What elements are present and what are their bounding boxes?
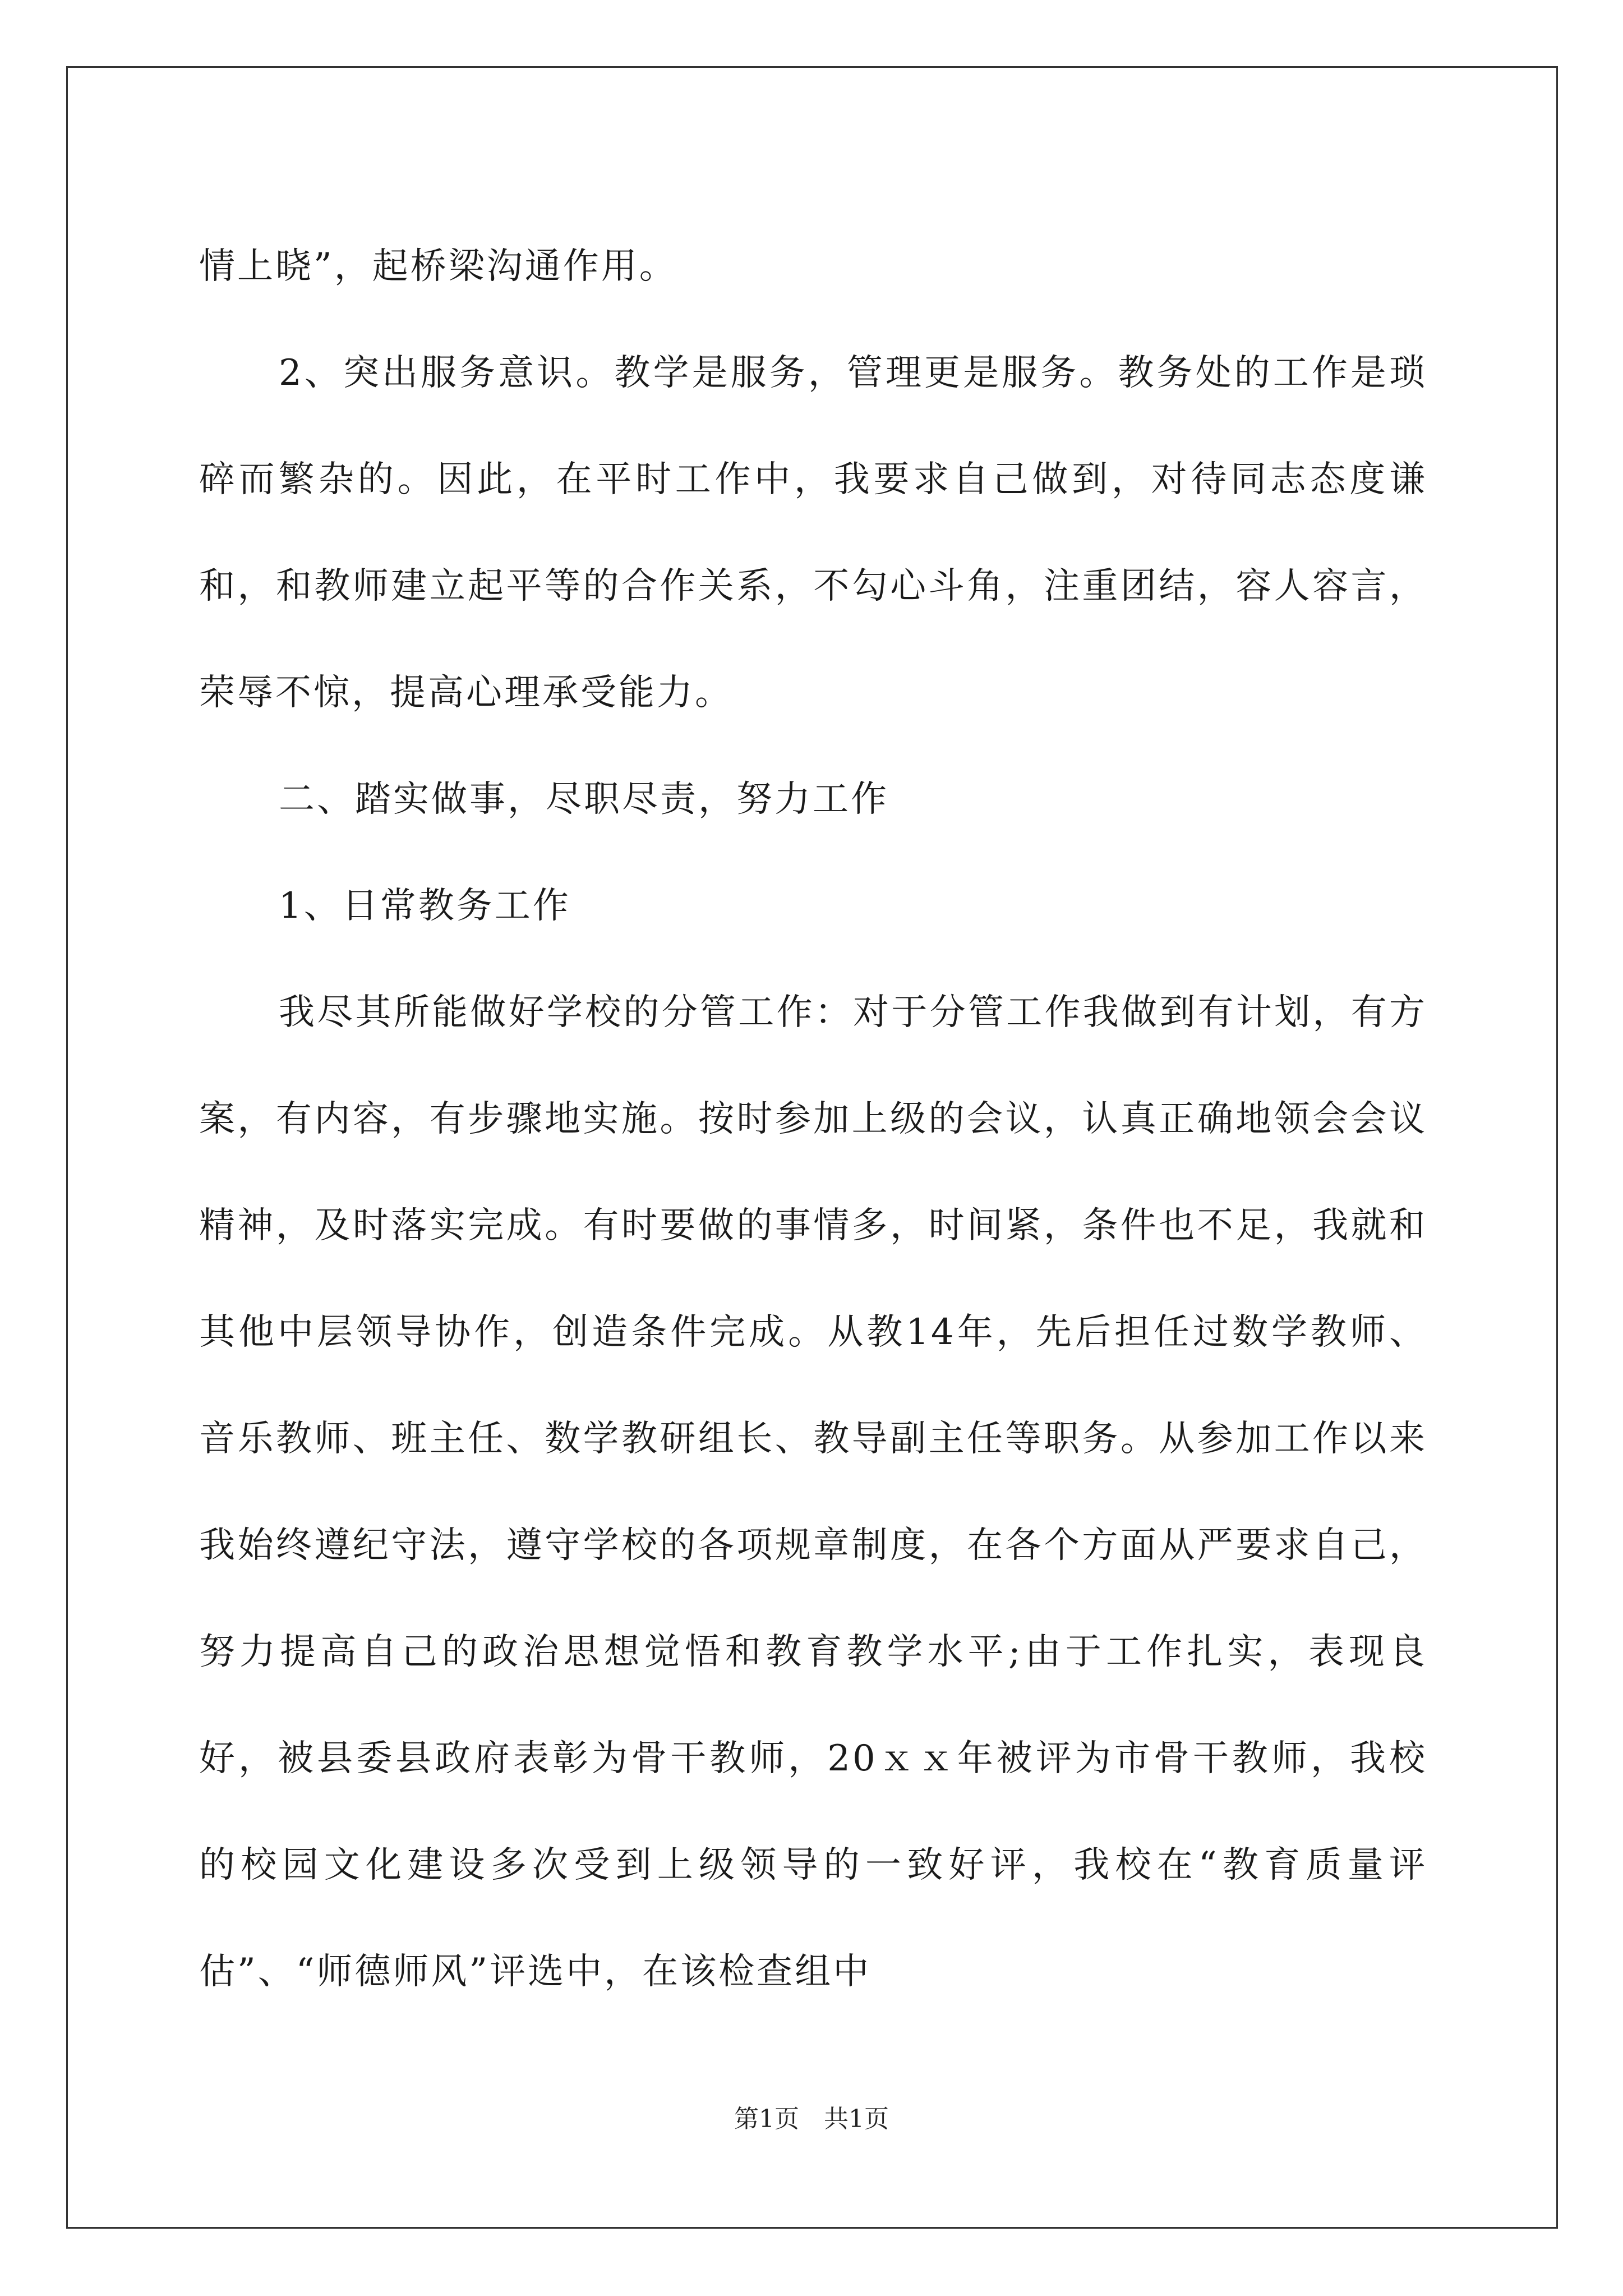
document-body: [199, 213, 1427, 2025]
subsection-heading-daily-work: 1、日常教务工作: [279, 885, 571, 927]
paragraph-continuation: 情上晓”，起桥梁沟通作用。: [199, 246, 677, 287]
section-heading-work: 二、踏实做事，尽职尽责，努力工作: [279, 779, 889, 820]
page-footer: 第1页 共1页: [734, 2105, 889, 2133]
paragraph-daily-work: 我尽其所能做好学校的分管工作：对于分管工作我做到有计划，有方案，有内容，有步骤地实施。按时参加上级的会议，认真正确地领会会议精神，及时落实完成。有时要做的事情多，时间紧，条件也不足，我就和其他中层领导协作，创造条件完成。从教14年，先后担任过数学教师、音乐教师、班主任、数学教研组长、教导副主任等职务。从参加工作以来我始终遵纪守法，遵守学校的各项规章制度，在各个方面从严要求自己，努力提高自己的政治思想觉悟和教育教学水平;由于工作扎实，表现良好，被县委县政府表彰为骨干教师，20ｘｘ年被评为市骨干教师，我校的校园文化建设多次受到上级领导的一致好评，我校在“教育质量评估”、“师德师风”评选中，在该检查组中: [199, 992, 1427, 1993]
paragraph-service-awareness: 2、突出服务意识。教学是服务，管理更是服务。教务处的工作是琐碎而繁杂的。因此，在平时工作中，我要求自己做到，对待同志态度谦和，和教师建立起平等的合作关系，不勾心斗角，注重团结，容人容言，荣辱不惊，提高心理承受能力。: [199, 352, 1427, 714]
